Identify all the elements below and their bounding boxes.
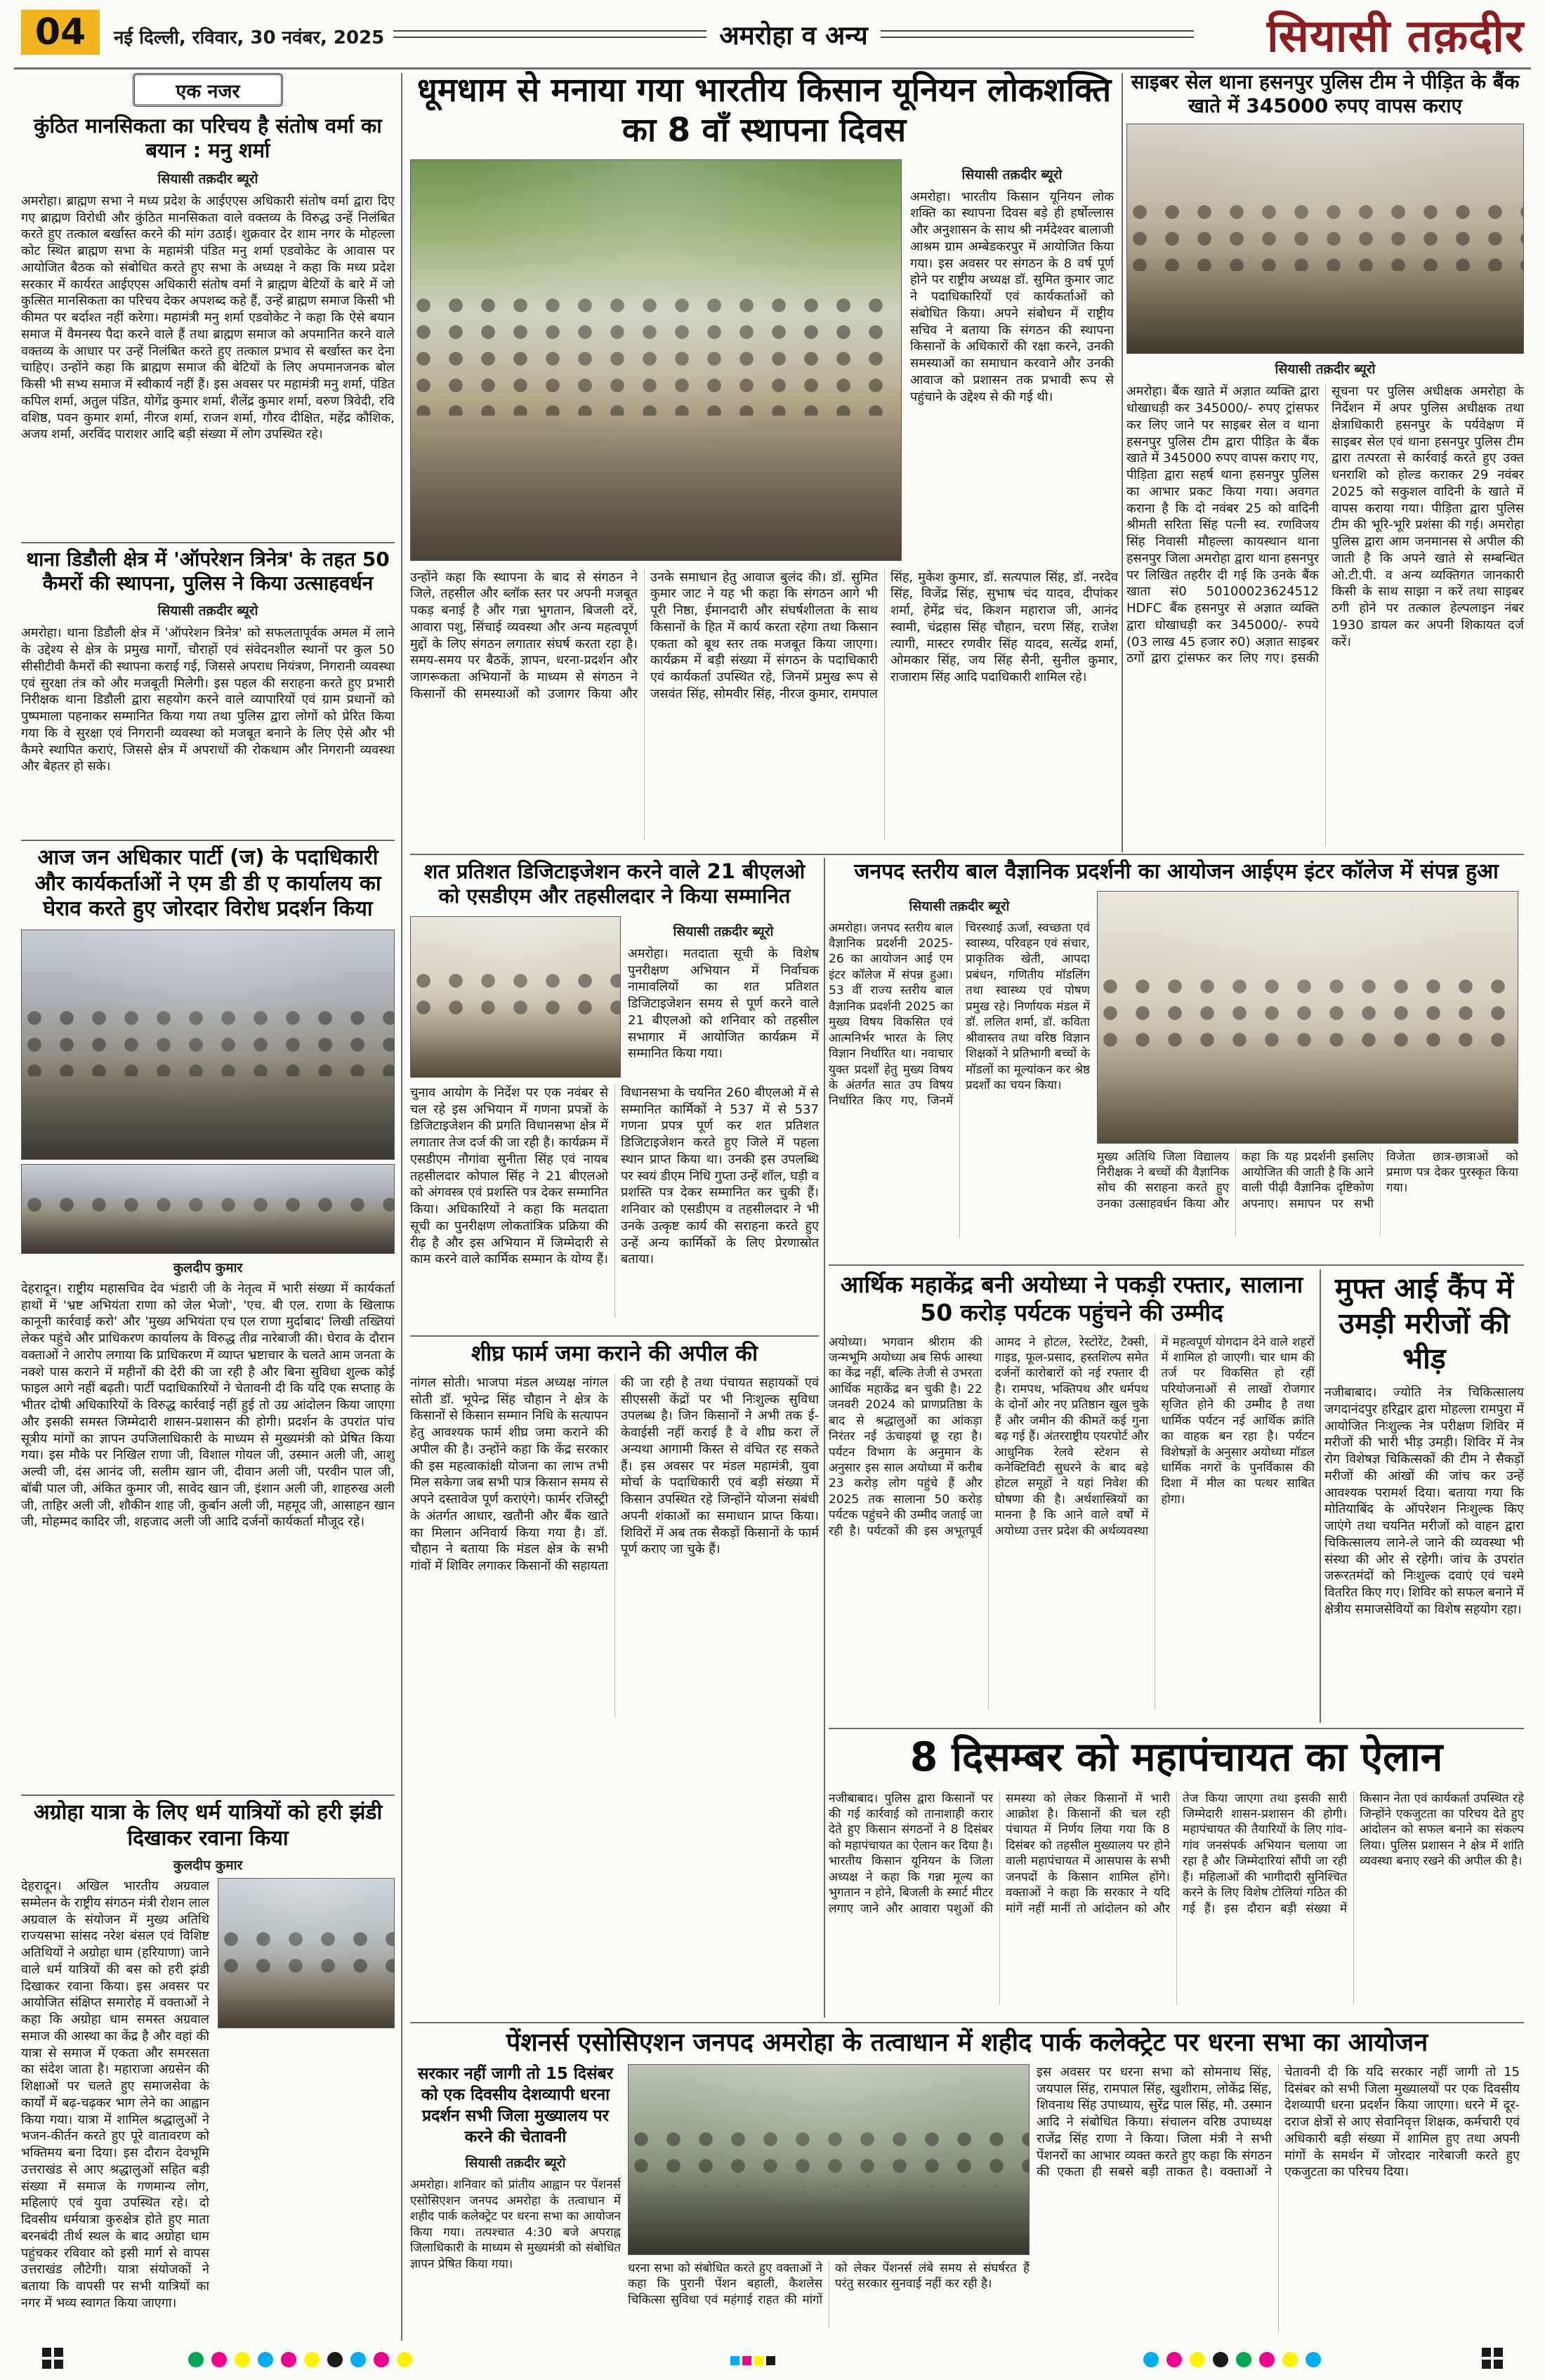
article-body-lead: अमरोहा। भारतीय किसान यूनियन लोक शक्ति का स्थापना दिवस बड़े ही हर्षोल्लास और अनुशासन के साथ श्री नर्मदेश्वर बालाजी आश्रम ग्राम अम्बेडकरपुर में आयोजित किया गया। इस अवसर पर संगठन के 8 वर्ष पूर्ण होने पर राष्ट्रीय अध्यक्ष डॉ. सुमित कुमार जाट ने पदाधिकारियों एवं कार्यकर्ताओं को संबोधित किया। अपने संबोधन में राष्ट्रीय सचिव ने बताया कि संगठन की स्थापना किसानों के अधिकारों की रक्षा करने, उनकी समस्याओं का समाधान करवाने और उनकी आवाज को प्रशासन तक प्रभावी रूप से पहुंचाने के उद्देश्य से की गई थी। — [910, 189, 1114, 404]
byline: सियासी तक़दीर ब्यूरो — [157, 603, 258, 619]
article-agroha-yatra — [21, 1800, 395, 2341]
section-banner — [393, 15, 1194, 52]
article-body: देहरादून। अखिल भारतीय अग्रवाल सम्मेलन के राष्ट्रीय संगठन मंत्री रोशन लाल अग्रवाल के संयोजन में मुख्य अतिथि राज्यसभा सांसद नरेश बंसल एवं विशिष्ट अतिथियों ने अग्रोहा धाम (हरियाणा) जाने वाले धर्म यात्रियों की बस को हरी झंडी दिखाकर रवाना किया। इस अवसर पर आयोजित संक्षिप्त समारोह में वक्ताओं ने कहा कि अग्रोहा धाम समस्त अग्रवाल समाज की आस्था का केंद्र है और वहां की यात्रा से समाज में एकता और समरसता का संदेश जाता है। महाराजा अग्रसेन की शिक्षाओं पर चलते हुए समाजसेवा के कार्यों में बढ़-चढ़कर भाग लेने का आह्वान किया गया। यात्रा में शामिल श्रद्धालुओं ने भजन-कीर्तन करते हुए पूरे वातावरण को भक्तिमय बना दिया। इस दौरान देवभूमि उत्तराखंड से आए श्रद्धालुओं सहित बड़ी संख्या में समाज के गणमान्य लोग, महिलाएं एवं युवा उपस्थित रहे। दो दिवसीय धर्मयात्रा कुरुक्षेत्र होते हुए माता बरनबंदी तीर्थ स्थल के बाद अग्रोहा धाम पहुंचकर रविवार को इसी मार्ग से वापस उत्तराखंड लौटेगी। यात्रा संयोजकों ने बताया कि वापसी पर सभी यात्रियों का नगर में भव्य स्वागत किया जाएगा। — [21, 1879, 209, 2310]
divider — [410, 854, 1524, 855]
headline: थाना डिडौली क्षेत्र में 'ऑपरेशन त्रिनेत्र' के तहत 50 कैमरों की स्थापना, पुलिस ने किया उत्साहवर्धन — [26, 548, 390, 595]
headline: आज जन अधिकार पार्टी (ज) के पदाधिकारी और कार्यकर्ताओं ने एम डी डी ए कार्यालय का घेराव करते हुए जोरदार विरोध प्रदर्शन किया — [34, 845, 381, 922]
kicker-ek-nazar — [133, 73, 283, 107]
article-pensioners-dharna — [410, 2028, 1524, 2341]
article-operation-trinetra — [21, 548, 395, 835]
divider — [1320, 1269, 1321, 1723]
section-title: अमरोहा व अन्य — [719, 20, 868, 51]
registration-mark — [1482, 2360, 1491, 2369]
article-kisan-union-foundation-day — [410, 70, 1118, 851]
registration-mark — [1166, 2352, 1182, 2367]
headline: पेंशनर्स एसोसिएशन जनपद अमरोहा के तत्वाधान में शहीद पार्क कलेक्ट्रेट पर धरना सभा का आयोजन — [506, 2028, 1428, 2057]
article-body-lead: अमरोहा। मतदाता सूची के विशेष पुनरीक्षण अभियान में निर्वाचक नामावलियों का शत प्रतिशत डिजिटाइजेशन समय से पूर्ण करने वाले 21 बीएलओ को शनिवार को तहसील सभागार में आयोजित कार्यक्रम में सम्मानित किया गया। — [628, 946, 819, 1062]
registration-mark — [54, 2348, 63, 2357]
registration-mark — [54, 2360, 63, 2369]
headline: 8 दिसम्बर को महापंचायत का ऐलान — [909, 1734, 1443, 1780]
registration-mark — [397, 2352, 412, 2367]
headline: मुफ्त आई कैंप में उमड़ी मरीजों की भीड़ — [1334, 1271, 1514, 1376]
article-body: नजीबाबाद। ज्योति नेत्र चिकित्सालय जगदानंदपुर हरिद्वार द्वारा मोहल्ला रामपुरा में आयोजित निःशुल्क नेत्र परीक्षण शिविर में मरीजों की भारी भीड़ उमड़ी। शिविर में नेत्र रोग विशेषज्ञ चिकित्सकों की टीम ने सैकड़ों मरीजों की आंखों की जांच कर उन्हें आवश्यक परामर्श दिया। बताया गया कि मोतियाबिंद के ऑपरेशन निःशुल्क किए जाएंगे तथा चयनित मरीजों को वाहन द्वारा चिकित्सालय लाने-ले जाने की व्यवस्था भी संस्था की ओर से रहेगी। जांच के उपरांत जरूरतमंदों को निःशुल्क दवाएं एवं चश्मे वितरित किए गए। शिविर को सफल बनाने में क्षेत्रीय समाजसेवियों का विशेष सहयोग रहा। — [1324, 1385, 1524, 1617]
registration-mark — [258, 2352, 273, 2367]
photo-kisan-union-group — [410, 159, 902, 561]
registration-mark — [304, 2352, 320, 2367]
photo-dharna-sabha — [628, 2064, 1030, 2255]
article-body: देहरादून। राष्ट्रीय महासचिव देव भंडारी जी के नेतृत्व में भारी संख्या में कार्यकर्ता हाथों में 'भ्रष्ट अभियंता राणा को जेल भेजो', 'एच. बी एल. राणा के खिलाफ कानूनी कार्रवाई करो' और 'मुख्य अभियंता एच एल राणा मुर्दाबाद' लिखी तख्तियां लेकर पहुंचे और प्राधिकरण कार्यालय के विरुद्ध तीव्र नारेबाजी की। घेराव के दौरान वक्ताओं ने आरोप लगाया कि प्राधिकरण में व्याप्त भ्रष्टाचार के चलते आम जनता के नक्शे पास कराने में महीनों की देरी की जा रही है और बिना सुविधा शुल्क कोई फाइल आगे नहीं बढ़ती। पार्टी पदाधिकारियों ने चेतावनी दी कि यदि एक सप्ताह के भीतर दोषी अधिकारियों के विरुद्ध कार्रवाई नहीं हुई तो उग्र आंदोलन किया जाएगा और इसकी समस्त जिम्मेदारी शासन-प्रशासन की होगी। प्रदर्शन के उपरांत पांच सूत्रीय मांगों का ज्ञापन उपजिलाधिकारी के माध्यम से मुख्यमंत्री को प्रेषित किया गया। इस मौके पर निखिल राणा जी, विशाल गोयल जी, उस्मान अली जी, आशु अल्वी जी, दंस आनंद जी, सलीम खान जी, दीवान अली जी, परवीन पाल जी, बॉबी पाल जी, अंकित कुमार जी, सावेद खान जी, इंशान अली जी, शाहरुख अली जी, ताहिर अली जी, शौकीन शाह जी, कुर्बान अली जी, महमूद जी, आसाहन खान जी, मोहम्मद कादिर जी, शहजाद अली जी आदि दर्जनों कार्यकर्ता मौजूद रहे। — [21, 1281, 395, 1530]
byline: सियासी तक़दीर ब्यूरो — [157, 171, 258, 187]
divider — [829, 1264, 1524, 1266]
kicker-label: एक नजर — [176, 80, 240, 103]
photo-credit: कुलदीप कुमार — [173, 1260, 243, 1276]
registration-mark — [235, 2352, 250, 2367]
registration-mark — [730, 2356, 739, 2365]
registration-mark — [1282, 2352, 1298, 2367]
article-body-mid: धरना सभा को संबोधित करते हुए वक्ताओं ने कहा कि पुरानी पेंशन बहाली, कैशलेस चिकित्सा सुविधा एवं महंगाई राहत की मांगों को लेकर पेंशनर्स लंबे समय से संघर्षरत हैं परंतु सरकार सुनवाई नहीं कर रही है। — [628, 2261, 1030, 2307]
photo-science-exhibition — [1097, 891, 1518, 1144]
article-form-appeal — [410, 1341, 819, 1726]
byline: सियासी तक़दीर ब्यूरो — [909, 898, 1010, 914]
registration-mark — [327, 2352, 343, 2367]
article-blo-digitization — [410, 859, 819, 1333]
article-body-lead: अमरोहा। जनपद स्तरीय बाल वैज्ञानिक प्रदर्शनी 2025-26 का आयोजन आई एम इंटर कॉलेज में संपन्न हुआ। 53 वीं राज्य स्तरीय बाल वैज्ञानिक प्रदर्शनी 2025 का मुख्य विषय विकसित एवं आत्मनिर्भर भारत के लिए विज्ञान निर्धारित था। नवाचार युक्त प्रदर्शों हेतु मुख्य विषय के अंतर्गत सात उप विषय निर्धारित किए गए, जिनमें चिरस्थाई ऊर्जा, स्वच्छता एवं स्वास्थ्य, परिवहन एवं संचार, प्राकृतिक खेती, आपदा प्रबंधन, गणितीय मॉडलिंग तथा स्वास्थ्य एवं पोषण प्रमुख रहे। निर्णायक मंडल में डॉ. ललित शर्मा, डॉ. कविता श्रीवास्तव तथा वरिष्ठ विज्ञान शिक्षकों ने प्रतिभागी बच्चों के मॉडलों का मूल्यांकन कर श्रेष्ठ प्रदर्शों का चयन किया। — [829, 920, 1090, 1109]
divider — [829, 1728, 1524, 1729]
registration-mark — [766, 2356, 775, 2365]
photo-protest-flags — [21, 930, 395, 1160]
subheadline: सरकार नहीं जागी तो 15 दिसंबर को एक दिवसीय देशव्यापी धरना प्रदर्शन सभी जिला मुख्यालय पर करने की चेतावनी — [417, 2064, 614, 2146]
registration-mark — [42, 2360, 51, 2369]
divider — [824, 858, 825, 2018]
article-mahapanchayat-announcement — [829, 1733, 1524, 2017]
article-body: अमरोहा। थाना डिडौली क्षेत्र में 'ऑपरेशन त्रिनेत्र' को सफलतापूर्वक अमल में लाने के उद्देश्य से क्षेत्र के प्रमुख मार्गों, चौराहों एवं संवेदनशील स्थानों पर कुल 50 सीसीटीवी कैमरों की स्थापना कराई गई, जिससे अपराध नियंत्रण, निगरानी व्यवस्था एवं सुरक्षा तंत्र को और मजबूती मिलेगी। इस पहल की सराहना करते हुए प्रभारी निरीक्षक थाना डिडौली द्वारा सहयोग करने वाले व्यापारियों एवं ग्राम प्रधानों को पुष्पमाला पहनाकर सम्मानित किया गया तथा पुलिस द्वारा लोगों को प्रेरित किया गया कि वे सुरक्षा एवं निगरानी व्यवस्था को मजबूत बनाने के लिए ऐसे और भी कैमरे स्थापित कराएं, जिससे क्षेत्र में अपराधों की रोकथाम और निगरानी व्यवस्था और बेहतर हो सके। — [21, 626, 395, 774]
byline: सियासी तक़दीर ब्यूरो — [1275, 362, 1376, 378]
article-science-exhibition — [829, 859, 1524, 1260]
photo-blo-felicitation — [410, 916, 621, 1078]
article-body: नजीबाबाद। पुलिस द्वारा किसानों पर की गई कार्रवाई को तानाशाही करार देते हुए किसान संगठनों ने 8 दिसंबर को महापंचायत का ऐलान कर दिया है। भारतीय किसान यूनियन के जिला अध्यक्ष ने कहा कि गन्ना मूल्य का भुगतान न होने, बिजली के स्मार्ट मीटर लगाए जाने और आवारा पशुओं की समस्या को लेकर किसानों में भारी आक्रोश है। किसानों की चल रही पंचायत में निर्णय लिया गया कि 8 दिसंबर को तहसील मुख्यालय पर होने वाली महापंचायत में आसपास के सभी जनपदों के किसान शामिल होंगे। वक्ताओं ने कहा कि सरकार ने यदि मांगें नहीं मानीं तो आंदोलन को और तेज किया जाएगा तथा इसकी सारी जिम्मेदारी शासन-प्रशासन की होगी। महापंचायत की तैयारियों के लिए गांव-गांव जनसंपर्क अभियान चलाया जा रहा है और जिम्मेदारियां सौंपी जा रही हैं। महिलाओं की भागीदारी सुनिश्चित करने के लिए विशेष टोलियां गठित की गई हैं। इस दौरान बड़ी संख्या में किसान नेता एवं कार्यकर्ता उपस्थित रहे जिन्होंने एकजुटता का परिचय देते हुए आंदोलन को सफल बनाने का संकल्प लिया। पुलिस प्रशासन ने क्षेत्र में शांति व्यवस्था बनाए रखने की अपील की है। — [829, 1791, 1524, 1916]
headline: साइबर सेल थाना हसनपुर पुलिस टीम ने पीड़ित के बैंक खाते में 345000 रुपए वापस कराए — [1131, 70, 1520, 118]
registration-mark — [211, 2352, 227, 2367]
registration-mark — [1494, 2360, 1503, 2369]
reg-squares-center — [729, 2355, 777, 2367]
article-body: अमरोहा। ब्राह्मण सभा ने मध्य प्रदेश के आईएएस अधिकारी संतोष वर्मा द्वारा दिए गए ब्राह्मण विरोधी और कुंठित मानसिकता वाले वक्तव्य के विरुद्ध उन्हें निलंबित करते हुए तत्काल बर्खास्त करने की मांग उठाई। शुक्रवार देर शाम नगर के मोहल्ला कोट स्थित ब्राह्मण सभा के महामंत्री पंडित मनु शर्मा एडवोकेट के आवास पर आयोजित बैठक को संबोधित करते हुए सभा के अध्यक्ष ने कहा कि मध्य प्रदेश सरकार में कार्यरत आईएएस अधिकारी संतोष वर्मा ने ब्राह्मण बेटियों के बारे में जो कुत्सित मानसिकता का परिचय देकर अपशब्द कहे हैं, उन्हें ब्राह्मण समाज किसी भी कीमत पर बर्दाश्त नहीं करेगा। महामंत्री मनु शर्मा एडवोकेट ने कहा कि ऐसे बयान समाज में वैमनस्य पैदा करने वाले हैं तथा ब्राह्मण समाज को अपमानित करने वाले वक्तव्य के आधार पर उन्हें निलंबित करते हुए तत्काल प्रभाव से बर्खास्त कर देना चाहिए। उन्होंने कहा कि ब्राह्मण समाज की बेटियों के लिए अपमानजनक बोल किसी भी सभ्य समाज में स्वीकार्य नहीं हैं। इस अवसर पर महामंत्री मनु शर्मा, पंडित कपिल शर्मा, अतुल पंडित, योगेंद्र कुमार शर्मा, शैलेंद्र कुमार शर्मा, वरुण त्रिवेदी, रवि वशिष्ठ, पवन कुमार शर्मा, नीरज शर्मा, राजन शर्मा, गौरव दीक्षित, महेंद्र कौशिक, अजय शर्मा, अरविंद पाराशर आदि बड़ी संख्या में लोग उपस्थित रहे। — [21, 193, 395, 442]
article-body-more: उन्होंने कहा कि स्थापना के बाद से संगठन ने जिले, तहसील और ब्लॉक स्तर पर अपनी मजबूत पकड़ बनाई है और गन्ना भुगतान, बिजली दरें, आवारा पशु, सिंचाई व्यवस्था और अन्य महत्वपूर्ण मुद्दों के लिए संगठन लगातार संघर्ष करता रहा है। समय-समय पर बैठकें, ज्ञापन, धरना-प्रदर्शन और जागरूकता अभियानों के माध्यम से संगठन ने किसानों की समस्याओं को उजागर किया और उनके समाधान हेतु आवाज बुलंद की। डॉ. सुमित कुमार जाट ने यह भी कहा कि संगठन आगे भी पूरी निष्ठा, ईमानदारी और संघर्षशीलता के साथ किसानों के हित में कार्य करता रहेगा तथा किसान एकता को बूथ स्तर तक मजबूत किया जाएगा। कार्यक्रम में बड़ी संख्या में संगठन के पदाधिकारी एवं कार्यकर्ता उपस्थित रहे, जिनमें प्रमुख रूप से जसवंत सिंह, सोमवीर सिंह, नीरज कुमार, रामपाल सिंह, मुकेश कुमार, डॉ. सत्यपाल सिंह, डॉ. नरदेव सिंह, विजेंद्र सिंह, सुभाष चंद यादव, दीपांकर शर्मा, हेमेंद्र चंद, किशन महाराज जी, आनंद स्वामी, चंद्रहास सिंह चौहान, चरण सिंह, राजेश त्यागी, मास्टर रणवीर सिंह यादव, सत्येंद्र शर्मा, ओमकार सिंह, जय सिंह सैनी, सुनील कुमार, राजाराम सिंह आदि पदाधिकारी शामिल रहे। — [410, 569, 1118, 701]
photo-agroha-flag-off — [218, 1878, 395, 2028]
byline: कुलदीप कुमार — [173, 1858, 243, 1874]
article-santosh-verma-statement — [21, 73, 395, 539]
byline: सियासी तक़दीर ब्यूरो — [961, 166, 1063, 183]
reg-dots-left — [188, 2352, 420, 2367]
article-body: अयोध्या। भगवान श्रीराम की जन्मभूमि अयोध्या अब सिर्फ आस्था का केंद्र नहीं, बल्कि तेजी से उभरता आर्थिक महाकेंद्र बन चुकी है। 22 जनवरी 2024 को प्राणप्रतिष्ठा के बाद से श्रद्धालुओं का आंकड़ा निरंतर नई ऊंचाइयां छू रहा है। पर्यटन विभाग के अनुमान के अनुसार इस साल अयोध्या में करीब 23 करोड़ लोग पहुंचे हैं और 2025 तक सालाना 50 करोड़ पर्यटक पहुंचने की उम्मीद जताई जा रही है। पर्यटकों की इस अभूतपूर्व आमद ने होटल, रेस्टोरेंट, टैक्सी, गाइड, फूल-प्रसाद, हस्तशिल्प समेत दर्जनों कारोबारों को नई रफ्तार दी है। रामपथ, भक्तिपथ और धर्मपथ के दोनों ओर नए प्रतिष्ठान खुल चुके हैं और जमीन की कीमतें कई गुना बढ़ गई हैं। अंतरराष्ट्रीय एयरपोर्ट और आधुनिक रेलवे स्टेशन से कनेक्टिविटी सुधरने के बाद बड़े होटल समूहों ने यहां निवेश की घोषणा की है। अर्थशास्त्रियों का मानना है कि आने वाले वर्षों में अयोध्या उत्तर प्रदेश की अर्थव्यवस्था में महत्वपूर्ण योगदान देने वाले शहरों में शामिल हो जाएगी। चार धाम की तर्ज पर विकसित हो रहीं परियोजनाओं से लाखों रोजगार सृजित होने की उम्मीद है तथा धार्मिक पर्यटन नई आर्थिक क्रांति का वाहक बन रहा है। पर्यटन विशेषज्ञों के अनुसार अयोध्या मॉडल धार्मिक नगरों के पुनर्विकास की दिशा में मील का पत्थर साबित होगा। — [829, 1335, 1315, 1538]
headline: शत प्रतिशत डिजिटाइजेशन करने वाले 21 बीएलओ को एसडीएम और तहसीलदार ने किया सम्मानित — [423, 859, 806, 908]
divider — [21, 840, 395, 841]
reg-dots-right — [1143, 2352, 1329, 2367]
registration-mark — [742, 2356, 751, 2365]
divider — [410, 2022, 1524, 2023]
article-jan-adhikar-protest — [21, 845, 395, 1790]
photo-protest-crowd — [21, 1164, 395, 1254]
article-ayodhya-economy — [829, 1271, 1315, 1723]
registration-mark — [188, 2352, 204, 2367]
registration-mark — [1306, 2352, 1321, 2367]
byline: सियासी तक़दीर ब्यूरो — [673, 923, 774, 939]
article-body-more: चुनाव आयोग के निर्देश पर एक नवंबर से चल रहे इस अभियान में गणना प्रपत्रों के डिजिटाइजेशन की प्रगति विधानसभा क्षेत्र में लगातार तेज दर्ज की जा रही है। कार्यक्रम में एसडीएम नौगांवा सुनीता सिंह एवं नायब तहसीलदार कोपाल सिंह ने 21 बीएलओ को अंगवस्त्र एवं प्रशस्ति पत्र देकर सम्मानित किया। अधिकारियों ने कहा कि मतदाता सूची का पुनरीक्षण लोकतांत्रिक प्रक्रिया की रीढ़ है और इस अभियान में जिम्मेदारी से काम करने वाले कार्मिक सम्मान के योग्य हैं। विधानसभा के चयनित 260 बीएलओ में से सम्मानित कार्मिकों ने 537 में से 537 गणना प्रपत्र पूर्ण कर शत प्रतिशत डिजिटाइजेशन करते हुए जिले में पहला स्थान प्राप्त किया था। उनकी इस उपलब्धि पर स्वयं डीएम निधि गुप्ता उन्हें शॉल, घड़ी व प्रशस्ति पत्र देकर सम्मानित कर चुकी हैं। शनिवार को एसडीएम व तहसीलदार ने भी उनके उत्कृष्ट कार्य की सराहना करते हुए उन्हें अन्य कार्मिकों के लिए प्रेरणास्रोत बताया। — [410, 1085, 819, 1267]
registration-mark — [1236, 2352, 1251, 2367]
article-body-right: इस अवसर पर धरना सभा को सोमनाथ सिंह, जयपाल सिंह, रामपाल सिंह, खुशीराम, लोकेंद्र सिंह, शिवनाथ सिंह उपाध्याय, सुरेंद्र पाल सिंह, मौ. उस्मान आदि ने संबोधित किया। संचालन वरिष्ठ उपाध्यक्ष राजेंद्र सिंह राणा ने किया। जिला मंत्री ने सभी पेंशनरों का आभार व्यक्त करते हुए कहा कि संगठन की एकता ही सबसे बड़ी ताकत है। वक्ताओं ने चेतावनी दी कि यदि सरकार नहीं जागी तो 15 दिसंबर को सभी जिला मुख्यालयों पर एक दिवसीय देशव्यापी धरना प्रदर्शन किया जाएगा। धरने में दूर-दराज क्षेत्रों से आए सेवानिवृत्त शिक्षक, कर्मचारी एवं अधिकारी बड़ी संख्या में शामिल हुए तथा अपनी मांगों के समर्थन में जोरदार नारेबाजी करते हुए एकजुटता का परिचय दिया। — [1037, 2064, 1520, 2180]
headline: जनपद स्तरीय बाल वैज्ञानिक प्रदर्शनी का आयोजन आईएम इंटर कॉलेज में संपन्न हुआ — [854, 859, 1499, 884]
headline: अग्रोहा यात्रा के लिए धर्म यात्रियों को हरी झंडी दिखाकर रवाना किया — [33, 1800, 383, 1851]
article-body-lead: अमरोहा। शनिवार को प्रांतीय आह्वान पर पेंशनर्स एसोसिएशन जनपद अमरोहा के तत्वाधान में शहीद पार्क कलेक्ट्रेट पर धरना सभा का आयोजन किया गया। तत्पश्चात 4:30 बजे अपराह्न जिलाधिकारी के माध्यम से मुख्यमंत्री को संबोधित ज्ञापन प्रेषित किया गया। — [410, 2178, 621, 2271]
registration-mark — [42, 2348, 51, 2357]
registration-mark — [1190, 2352, 1205, 2367]
registration-mark — [281, 2352, 296, 2367]
divider — [21, 1794, 395, 1796]
registration-mark — [754, 2356, 763, 2365]
divider — [410, 1335, 819, 1337]
page-number-box: 04 — [21, 10, 100, 55]
reg-squares-corner-right — [1480, 2346, 1507, 2370]
registration-mark — [1143, 2352, 1159, 2367]
registration-mark — [350, 2352, 366, 2367]
divider — [1122, 73, 1123, 852]
registration-mark — [374, 2352, 389, 2367]
article-body-more: मुख्य अतिथि जिला विद्यालय निरीक्षक ने बच्चों की वैज्ञानिक सोच की सराहना करते हुए उनका उत्साहवर्धन किया और कहा कि यह प्रदर्शनी इसलिए आयोजित की जाती है कि आने वाली पीढ़ी वैज्ञानिक दृष्टिकोण अपनाए। समापन पर सभी विजेता छात्र-छात्राओं को प्रमाण पत्र देकर पुरस्कृत किया गया। — [1097, 1149, 1518, 1211]
article-cyber-cell-recovery — [1126, 70, 1524, 852]
divider — [14, 67, 1531, 70]
headline: धूमधाम से मनाया गया भारतीय किसान यूनियन लोकशक्ति का 8 वाँ स्थापना दिवस — [416, 71, 1112, 150]
article-body: अमरोहा। बैंक खाते में अज्ञात व्यक्ति द्वारा धोखाधड़ी कर 345000/- रुपए ट्रांसफर कर लिए जाने पर साइबर सेल व थाना हसनपुर पुलिस टीम द्वारा पीड़ित के बैंक खाते में 345000 रुपए वापस कराए गए, पीड़िता द्वारा सहर्ष थाना हसनपुर पुलिस का आभार प्रकट किया गया। अवगत कराना है कि दो नवंबर 25 को वादिनी श्रीमती सरिता सिंह पत्नी स्व. रणविजय सिंह निवासी मौहल्ला कायस्थान थाना हसनपुर जिला अमरोहा द्वारा थाना हसनपुर पर लिखित तहरीर दी गई कि उनके बैंक खाता सं0 50100023624512 HDFC बैंक हसनपुर से अज्ञात व्यक्ति द्वारा धोखाधड़ी कर 345000/- रुपये (03 लाख 45 हजार रु0) अज्ञात साइबर ठगों द्वारा ट्रांसफर कर लिए गए। इसकी सूचना पर पुलिस अधीक्षक अमरोहा के निर्देशन में अपर पुलिस अधीक्षक तथा क्षेत्राधिकारी हसनपुर के पर्यवेक्षण में साइबर सेल एवं थाना हसनपुर पुलिस टीम द्वारा तत्परता से कार्रवाई करते हुए उक्त धनराशि को होल्ड कराकर 29 नवंबर 2025 को सकुशल वादिनी के खाते में वापस कराया गया। पीड़िता द्वारा पुलिस टीम की भूरि-भूरि प्रशंसा की गई। अमरोहा पुलिस द्वारा आम जनमानस से अपील की जाती है कि अपने खाते से सम्बन्धित ओ.टी.पी. व अन्य व्यक्तिगत जानकारी किसी के साथ साझा न करें तथा साइबर ठगी होने पर तत्काल हेल्पलाइन नंबर 1930 डायल कर अपनी शिकायत दर्ज करें। — [1126, 384, 1524, 666]
headline: शीघ्र फार्म जमा कराने की अपील की — [471, 1341, 758, 1366]
headline: कुंठित मानसिकता का परिचय है संतोष वर्मा का बयान : मनु शर्मा — [34, 114, 382, 163]
article-free-eye-camp — [1324, 1271, 1524, 1723]
masthead: सियासी तक़दीर — [1266, 9, 1524, 62]
divider — [401, 73, 402, 2341]
reg-squares-corner-left — [41, 2346, 67, 2370]
registration-mark — [1482, 2348, 1491, 2357]
byline: सियासी तक़दीर ब्यूरो — [465, 2155, 566, 2171]
article-body: नांगल सोती। भाजपा मंडल अध्यक्ष नांगल सोती डॉ. भूपेन्द्र सिंह चौहान ने क्षेत्र के किसानों से किसान सम्मान निधि के सत्यापन हेतु आवश्यक फार्म शीघ्र जमा कराने की अपील की है। उन्होंने कहा कि केंद्र सरकार की इस महत्वाकांक्षी योजना का लाभ तभी मिल सकेगा जब सभी पात्र किसान समय से अपने दस्तावेज पूर्ण कराएंगे। फार्मर रजिस्ट्री के अंतर्गत आधार, खतौनी और बैंक खाते का मिलान अनिवार्य किया गया है। डॉ. चौहान ने बताया कि मंडल क्षेत्र के सभी गांवों में शिविर लगाकर किसानों की सहायता की जा रही है तथा पंचायत सहायकों एवं सीएससी केंद्रों पर भी निःशुल्क सुविधा उपलब्ध है। जिन किसानों ने अभी तक ई-केवाईसी नहीं कराई है वे शीघ्र करा लें अन्यथा आगामी किस्त से वंचित रह सकते हैं। इस अवसर पर मंडल महामंत्री, युवा मोर्चा के पदाधिकारी एवं बड़ी संख्या में किसान उपस्थित रहे जिन्होंने योजना संबंधी अपनी शंकाओं का समाधान प्राप्त किया। शिविरों में अब तक सैकड़ों किसानों के फार्म पूर्ण कराए जा चुके हैं। — [410, 1375, 819, 1574]
registration-mark — [1494, 2348, 1503, 2357]
photo-police-team — [1126, 124, 1524, 354]
registration-mark — [1213, 2352, 1228, 2367]
registration-mark — [1259, 2352, 1275, 2367]
dateline: नई दिल्ली, रविवार, 30 नवंबर, 2025 — [114, 27, 385, 48]
divider — [21, 542, 395, 543]
headline: आर्थिक महाकेंद्र बनी अयोध्या ने पकड़ी रफ्तार, सालाना 50 करोड़ पर्यटक पहुंचने की उम्मीद — [840, 1271, 1303, 1327]
